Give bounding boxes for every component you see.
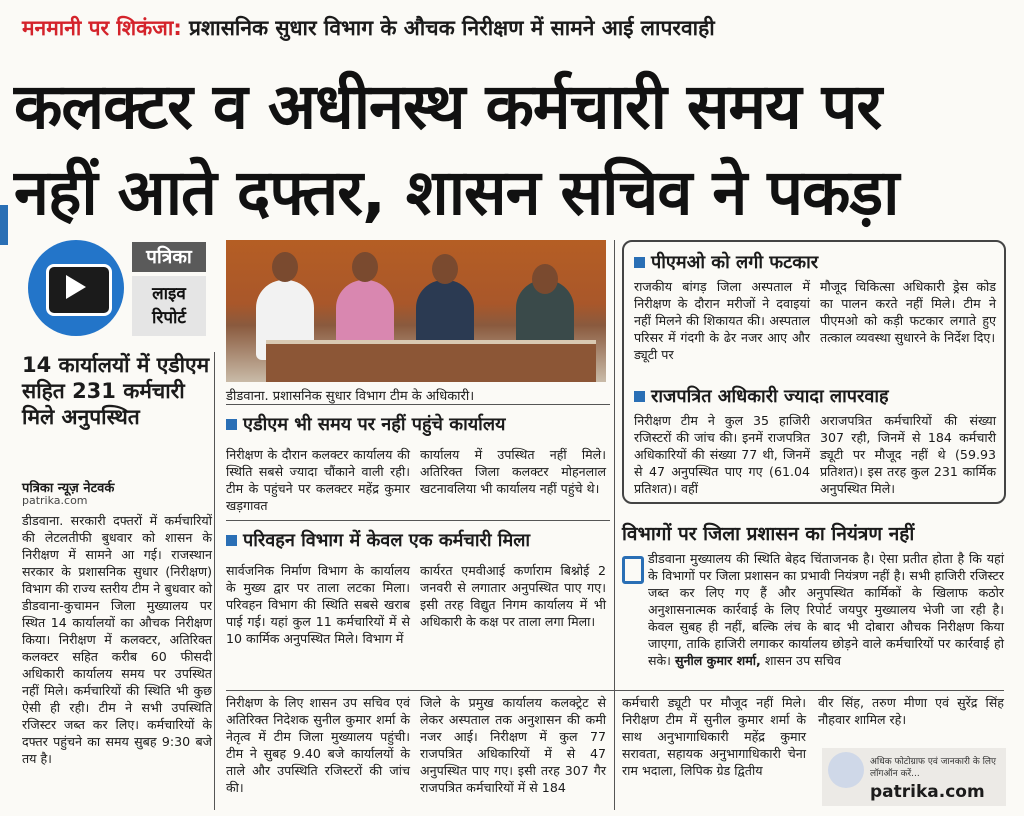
photo-head-2 [352, 252, 378, 282]
photo-head-4 [532, 264, 558, 294]
adm-col-1: निरीक्षण के दौरान कलक्टर कार्यालय की स्थिति सबसे ज्यादा चौंकाने वाली रही। टीम के पहुंचने पर कलक्टर महेंद्र कुमार खड़गावत [226, 447, 410, 513]
touch-icon [828, 752, 864, 788]
bottom-col-3: कर्मचारी ड्यूटी पर मौजूद नहीं मिले। निरीक्षण टीम में सुनील कुमार शर्मा के साथ अनुभागाधिकारी महेंद्र कुमार सरावता, सहायक अनुभागाधिकारी चेना राम भदाला, लिपिक ग्रेड द्वितीय [622, 695, 806, 778]
bullet-square-icon [634, 391, 645, 402]
control-signer-title: शासन उप सचिव [764, 653, 842, 668]
gazetted-heading [634, 384, 889, 408]
promo-site-link[interactable]: patrika.com [870, 782, 985, 802]
headline-line-1: कलक्टर व अधीनस्थ कर्मचारी समय पर [14, 70, 882, 143]
transport-col-2: कार्यरत एमवीआई कर्णाराम बिश्नोई 2 जनवरी से लगातार अनुपस्थित पाए गए। इसी तरह विद्युत निगम कार्यालय में भी अधिकारी के कक्ष पर ताला लगा मिला। [420, 563, 606, 629]
control-signer: सुनील कुमार शर्मा, [674, 653, 761, 668]
play-icon [66, 275, 86, 299]
adm-col-2: कार्यालय में उपस्थित नहीं मिले। अतिरिक्त जिला कलक्टर मोहनलाल खटनावलिया भी कार्यालय नहीं पहुंचे थे। [420, 447, 606, 496]
live-label-1: लाइव [152, 284, 186, 304]
lead-body: डीडवाना. सरकारी दफ्तरों में कर्मचारियों की लेटलतीफी बुधवार को शासन के निरीक्षण में सामने आ गई। राजस्थान सरकार के प्रशासनिक सुधार (निरीक्षण) विभाग की राज्य स्तरीय टीम ने बुधवार को डीडवाना-कुचामन जिला मुख्यालय पर स्थित 14 कार्यालयों का औचक निरीक्षण किया। निरीक्षण में कलक्टर, अतिरिक्त कलक्टर सहित करीब 60 फीसदी अधिकारी कार्यालय समय पर उपस्थित नहीं मिले। कर्मचारियों की स्थिति भी कुछ ऐसी ही रही। टीम ने सभी उपस्थिति रजिस्टर जब्त कर लिए। कर्मचारियों के दफ्तर पहुंचने का समय सुबह 9:30 बजे तय है। [22, 513, 212, 766]
divider [226, 690, 1004, 691]
kicker-separator: : [173, 16, 182, 40]
kicker-label: मनमानी पर शिकंजा [22, 16, 174, 40]
gazetted-col-2: अराजपत्रित कर्मचारियों की संख्या 307 रही, जिनमें से 184 कर्मचारी ड्यूटी पर मौजूद नहीं थे (59.93 प्रतिशत)। इस तरह कुल 231 कार्मिक अनुपस्थित मिले। [820, 413, 996, 496]
bullet-square-icon [226, 419, 237, 430]
bottom-col-4: वीर सिंह, तरुण मीणा एवं सुरेंद्र सिंह नौहवार शामिल रहे। [818, 695, 1004, 727]
photo-caption: डीडवाना. प्रशासनिक सुधार विभाग टीम के अधिकारी। [226, 389, 475, 404]
quote-icon [622, 556, 644, 584]
pmo-col-1: राजकीय बांगड़ जिला अस्पताल में निरीक्षण के दौरान मरीजों ने दवाइयां नहीं मिलने की शिकायत की। अस्पताल परिसर में गंदगी के ढेर नजर आए और ड्यूटी पर [634, 279, 810, 362]
pmo-heading-text: पीएमओ को लगी फटकार [651, 252, 819, 273]
pmo-heading [634, 250, 818, 274]
control-heading: विभागों पर जिला प्रशासन का नियंत्रण नहीं [622, 523, 915, 545]
transport-heading-text: परिवहन विभाग में केवल एक कर्मचारी मिला [243, 530, 531, 551]
kicker [22, 14, 1012, 42]
gazetted-col-1: निरीक्षण टीम ने कुल 35 हाजिरी रजिस्टरों की जांच की। इनमें राजपत्रित अधिकारियों की संख्या 77 थी, जिनमें से 47 अनुपस्थित पाए गए (61.04 प्रतिशत)। वहीं [634, 413, 810, 496]
headline-line-2: नहीं आते दफ्तर, शासन सचिव ने पकड़ा [14, 156, 899, 229]
divider [226, 404, 610, 405]
control-body [648, 550, 1004, 669]
transport-col-1: सार्वजनिक निर्माण विभाग के कार्यालय के मुख्य द्वार पर ताला लटका मिला। परिवहन विभाग की स्थिति सबसे खराब पाई गई। यहां कुल 11 कर्मचारियों में से 10 कार्मिक अनुपस्थित मिले। विभाग में [226, 563, 410, 646]
adm-heading [226, 412, 506, 436]
adm-heading-text: एडीएम भी समय पर नहीं पहुंचे कार्यालय [243, 414, 506, 435]
photo-table [266, 340, 596, 382]
photo-head-3 [432, 254, 458, 284]
control-body-text: डीडवाना मुख्यालय की स्थिति बेहद चिंताजनक है। ऐसा प्रतीत होता है कि यहां के विभागों पर जिला प्रशासन का प्रभावी नियंत्रण नहीं है। सभी हाजिरी रजिस्टर जब्त कर लिए गए हैं और अनुपस्थित कार्मिकों के खिलाफ कठोर अनुशासनात्मक कार्रवाई के लिए रिपोर्ट जयपुर मुख्यालय भेजी जा रही है। केवल सुबह ही नहीं, बल्कि लंच के बाद भी दोबारा औचक निरीक्षण किया जाएगा, ताकि हाजिरी लगाकर कार्यालय छोड़ने वाले कर्मचारियों पर कार्रवाई हो सके। [648, 551, 1004, 668]
divider [226, 520, 610, 521]
column-rule [614, 240, 615, 810]
bottom-col-2: जिले के प्रमुख कार्यालय कलक्ट्रेट से लेकर अस्पताल तक अनुशासन की कमी नजर आई। निरीक्षण में कुल 77 राजपत्रित अधिकारियों में से 47 अनुपस्थित पाए गए। इसी तरह 307 गैर राजपत्रित कर्मचारियों में से 184 [420, 695, 606, 795]
kicker-text: प्रशासनिक सुधार विभाग के औचक निरीक्षण में सामने आई लापरवाही [189, 16, 715, 40]
byline-site: patrika.com [22, 494, 88, 507]
transport-heading [226, 528, 530, 552]
bullet-square-icon [634, 257, 645, 268]
headline [14, 64, 1014, 236]
edge-marker [0, 205, 8, 245]
photo-head-1 [272, 252, 298, 282]
bottom-col-1: निरीक्षण के लिए शासन उप सचिव एवं अतिरिक्त निदेशक सुनील कुमार शर्मा के नेतृत्व में टीम जिला मुख्यालय पहुंची। टीम ने सुबह 9.40 बजे कार्यालयों के ताले और उपस्थिति रजिस्टरों की जांच की। [226, 695, 410, 795]
column-rule [214, 352, 215, 810]
brand-name: पत्रिका [132, 242, 206, 272]
news-photo [226, 240, 606, 382]
bullet-square-icon [226, 535, 237, 546]
byline-network: पत्रिका न्यूज़ नेटवर्क [22, 481, 115, 496]
pmo-col-2: मौजूद चिकित्सा अधिकारी ड्रेस कोड का पालन करते नहीं मिले। टीम ने पीएमओ को कड़ी फटकार लगाते हुए तत्काल व्यवस्था सुधारने के निर्देश दिए। [820, 279, 996, 345]
live-report-label [132, 276, 206, 336]
promo-text: अधिक फोटोग्राफ एवं जानकारी के लिए लॉगऑन करें... [870, 757, 997, 779]
live-label-2: रिपोर्ट [152, 308, 186, 328]
sub-headline: 14 कार्यालयों में एडीएम सहित 231 कर्मचारी मिले अनुपस्थित [22, 353, 210, 429]
gazetted-heading-text: राजपत्रित अधिकारी ज्यादा लापरवाह [651, 386, 889, 407]
